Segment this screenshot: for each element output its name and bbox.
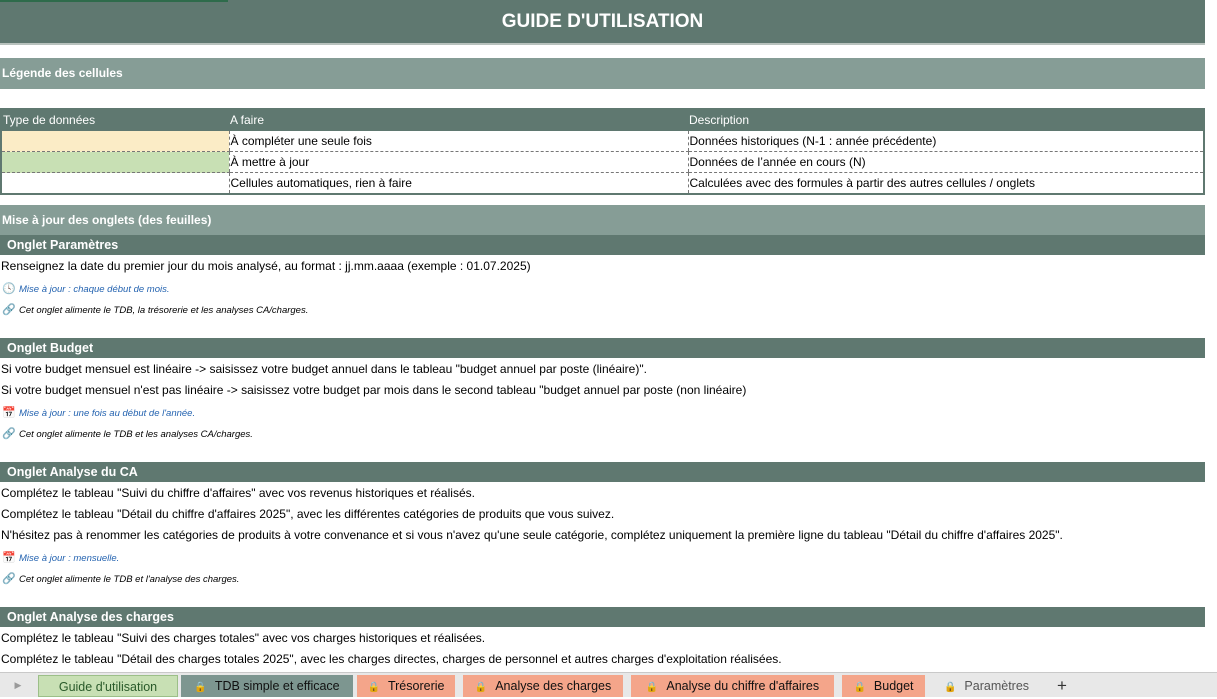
update-note-text: Mise à jour : chaque début de mois. (19, 284, 170, 295)
update-note (2, 282, 170, 295)
update-note-text: Mise à jour : mensuelle. (19, 553, 120, 564)
legend-cell[interactable]: À compléter une seule fois (229, 131, 688, 152)
instruction-line: Complétez le tableau "Détail des charges totales 2025", avec les charges directes, charges de personnel et autres charges d'exploitation réalisées. (1, 652, 782, 666)
link-note (2, 427, 253, 440)
legend-cell[interactable]: À mettre à jour (229, 152, 688, 173)
legend-row (1, 131, 1204, 152)
link-icon: 🔗 (2, 428, 16, 440)
selected-cell-indicator (0, 0, 228, 2)
update-note (2, 406, 195, 419)
tab-label: Analyse du chiffre d'affaires (666, 679, 820, 693)
add-sheet-button[interactable]: + (1057, 676, 1067, 695)
lock-icon: 🔒 (367, 682, 380, 693)
legend-header-todo: A faire (229, 109, 688, 131)
tab-label: Guide d'utilisation (58, 680, 158, 694)
instruction-line: Complétez le tableau "Suivi du chiffre d'affaires" avec vos revenus historiques et réalisés. (1, 486, 475, 500)
legend-header-desc: Description (688, 109, 1204, 131)
tab-tresorerie[interactable] (357, 675, 455, 697)
section-title-ca: Onglet Analyse du CA (0, 462, 1205, 482)
clock-icon: 🕓 (2, 283, 16, 295)
link-note (2, 572, 239, 585)
lock-icon: 🔒 (194, 682, 207, 693)
title-underline (0, 43, 1205, 45)
tab-budget[interactable] (842, 675, 925, 697)
legend-band: Légende des cellules (0, 58, 1205, 89)
section-title-charges: Onglet Analyse des charges (0, 607, 1205, 627)
tab-analyse-charges[interactable] (463, 675, 623, 697)
link-icon: 🔗 (2, 304, 16, 316)
tab-guide-utilisation[interactable] (38, 675, 178, 697)
legend-swatch-current[interactable] (1, 152, 229, 173)
legend-cell[interactable]: Cellules automatiques, rien à faire (229, 173, 688, 195)
tab-parametres[interactable] (933, 675, 1040, 697)
calendar-icon: 📅 (2, 407, 16, 419)
instruction-line: N'hésitez pas à renommer les catégories de produits à votre convenance et si vous n'avez qu'une seule catégorie, complétez uniquement la première ligne du tableau "Détail du chiffre d'affaires 2025". (1, 528, 1063, 542)
instruction-line: Complétez le tableau "Détail du chiffre d'affaires 2025", avec les différentes catégories de produits que vous suivez. (1, 507, 615, 521)
page-title: GUIDE D'UTILISATION (0, 0, 1205, 43)
section-title-budget: Onglet Budget (0, 338, 1205, 358)
tab-label: Analyse des charges (495, 679, 612, 693)
legend-swatch-historic[interactable] (1, 131, 229, 152)
link-note-text: Cet onglet alimente le TDB, la trésorerie et les analyses CA/charges. (19, 305, 309, 316)
legend-cell[interactable]: Données historiques (N-1 : année précédente) (688, 131, 1204, 152)
link-note-text: Cet onglet alimente le TDB et les analyses CA/charges. (19, 429, 253, 440)
tab-label: Paramètres (964, 679, 1030, 693)
update-note (2, 551, 119, 564)
instruction-line: Renseignez la date du premier jour du mois analysé, au format : jj.mm.aaaa (exemple : 01.07.2025) (1, 259, 531, 273)
tab-label: Trésorerie (387, 679, 445, 693)
legend-table (0, 108, 1205, 195)
legend-swatch-auto[interactable] (1, 173, 229, 195)
section-title-parametres: Onglet Paramètres (0, 235, 1205, 255)
legend-header-type: Type de données (1, 109, 229, 131)
legend-cell[interactable]: Calculées avec des formules à partir des autres cellules / onglets (688, 173, 1204, 195)
update-note-text: Mise à jour : une fois au début de l'année. (19, 408, 196, 419)
instruction-line: Si votre budget mensuel est linéaire -> saisissez votre budget annuel dans le tableau "budget annuel par poste (linéaire)". (1, 362, 647, 376)
lock-icon: 🔒 (645, 682, 659, 693)
link-icon: 🔗 (2, 573, 16, 585)
tab-analyse-ca[interactable] (631, 675, 834, 697)
legend-cell[interactable]: Données de l’année en cours (N) (688, 152, 1204, 173)
legend-row (1, 173, 1204, 195)
link-note-text: Cet onglet alimente le TDB et l'analyse des charges. (19, 574, 240, 585)
instruction-line: Si votre budget mensuel n'est pas linéaire -> saisissez votre budget par mois dans le second tableau "budget annuel par poste (non linéaire) (1, 383, 747, 397)
instruction-line: Complétez le tableau "Suivi des charges totales" avec vos charges historiques et réalisées. (1, 631, 486, 645)
link-note (2, 303, 308, 316)
lock-icon: 🔒 (853, 682, 866, 693)
scroll-tabs-right-icon[interactable]: ▶ (14, 680, 22, 690)
tab-label: Budget (873, 679, 914, 693)
legend-row (1, 152, 1204, 173)
lock-icon: 🔒 (943, 682, 957, 693)
lock-icon: 🔒 (474, 682, 488, 693)
calendar-icon: 📅 (2, 552, 16, 564)
update-band: Mise à jour des onglets (des feuilles) (0, 205, 1205, 235)
tab-label: TDB simple et efficace (214, 679, 340, 693)
tab-tdb[interactable] (181, 675, 353, 697)
sheet-tab-bar (0, 672, 1217, 697)
